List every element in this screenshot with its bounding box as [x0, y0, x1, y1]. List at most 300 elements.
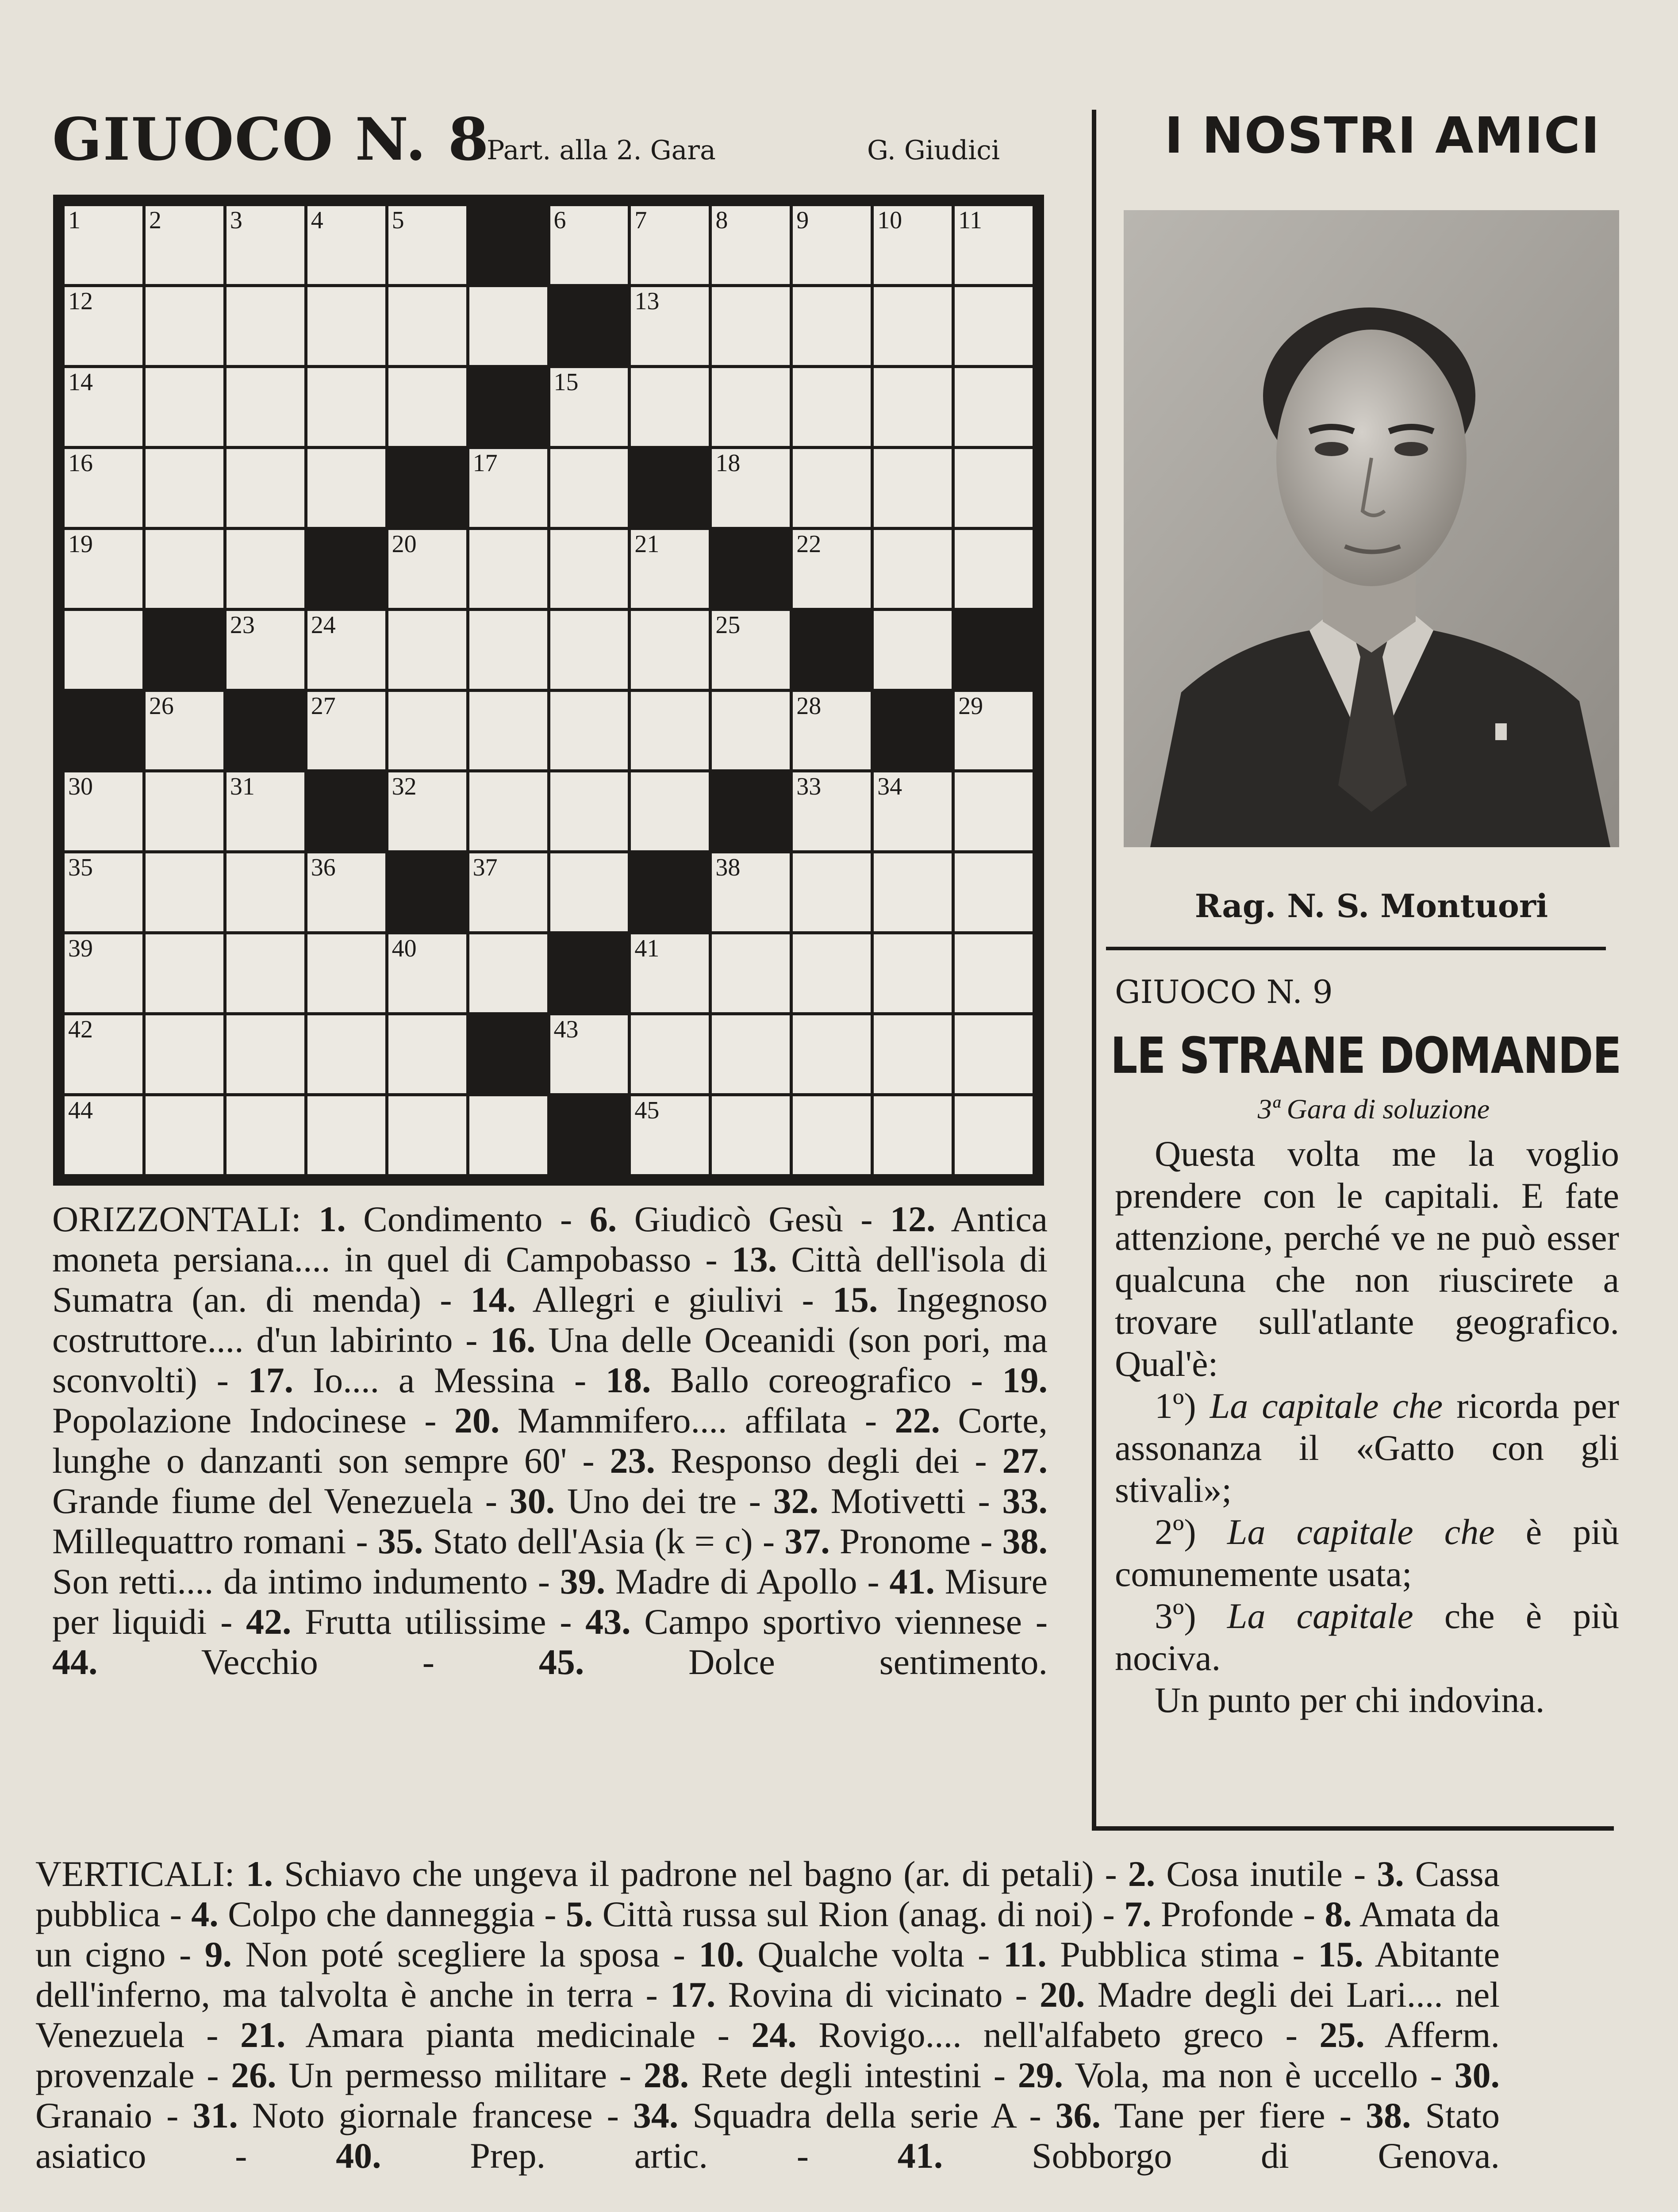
- crossword-cell-number: 44: [68, 1097, 93, 1125]
- crossword-cell[interactable]: [712, 206, 790, 284]
- crossword-cell-number: 43: [553, 1016, 579, 1044]
- clue-number: 12.: [890, 1199, 936, 1239]
- clue-text: Granaio: [35, 2095, 153, 2135]
- crossword-black-cell: [631, 853, 709, 931]
- clue-text: Un permesso militare: [288, 2055, 607, 2095]
- clue-number: 10.: [699, 1934, 744, 1974]
- crossword-cell[interactable]: [550, 1015, 628, 1093]
- clue-text: Vola, ma non è uccello: [1075, 2055, 1418, 2095]
- crossword-cell[interactable]: [874, 1096, 952, 1174]
- crossword-black-cell: [874, 692, 952, 770]
- crossword-cell[interactable]: [955, 1096, 1033, 1174]
- game9-item-3: 3º) La capitale che è più nociva.: [1115, 1596, 1619, 1678]
- portrait-caption: Rag. N. S. Montuori: [1194, 887, 1548, 925]
- clue-number: 41.: [897, 2135, 943, 2176]
- clue-text: Rovigo.... nell'alfabeto greco: [818, 2015, 1264, 2055]
- crossword-cell[interactable]: [307, 368, 385, 446]
- crossword-cell[interactable]: [550, 530, 628, 608]
- crossword-cell[interactable]: [712, 611, 790, 689]
- portrait-photo: [1124, 210, 1619, 847]
- crossword-cell[interactable]: [550, 772, 628, 850]
- crossword-cell[interactable]: [712, 368, 790, 446]
- crossword-cell[interactable]: [712, 853, 790, 931]
- crossword-cell[interactable]: [550, 692, 628, 770]
- crossword-cell[interactable]: [388, 611, 466, 689]
- clue-number: 7.: [1124, 1894, 1152, 1934]
- crossword-cell-number: 22: [796, 530, 822, 558]
- crossword-cell[interactable]: [146, 368, 223, 446]
- crossword-cell[interactable]: [550, 853, 628, 931]
- crossword-cell[interactable]: [146, 449, 223, 527]
- game8-subtitle: Part. alla 2. Gara: [487, 135, 716, 166]
- clue-number: 27.: [1002, 1440, 1048, 1481]
- clue-text: Frutta utilissime: [305, 1601, 546, 1642]
- crossword-cell[interactable]: [793, 449, 871, 527]
- crossword-cell[interactable]: [146, 530, 223, 608]
- crossword-cell[interactable]: [388, 368, 466, 446]
- crossword-cell[interactable]: [712, 287, 790, 365]
- clue-number: 28.: [643, 2055, 689, 2095]
- horizontal-clues: ORIZZONTALI: 1. Condimento - 6. Giudicò Gesù - 12. Antica moneta persiana.... in quel di Campobasso - 13. Città dell'isola di Sumatra (an. di menda) - 14. Allegri e giulivi - 15. Ingegnoso costruttore.... d'un labirinto - 16. Una delle Oceanidi (son pori, ma sconvolti) - 17. Io.... a Messina - 18. Ballo coreografico - 19. Popolazione Indocinese - 20. Mammifero.... affilata - 22. Corte, lunghe o danzanti son sempre 60' - 23. Responso degli dei - 27. Grande fiume del Venezuela - 30. Uno dei tre - 32. Motivetti - 33. Millequattro romani - 35. Stato dell'Asia (k = c) - 37. Pronome - 38. Son retti.... da intimo indumento - 39. Madre di Apollo - 41. Misure per liquidi - 42. Frutta utilissime - 43. Campo sportivo viennese - 44. Vecchio - 45. Dolce sentimento.: [52, 1199, 1048, 1682]
- crossword-cell[interactable]: [146, 206, 223, 284]
- crossword-cell[interactable]: [65, 772, 142, 850]
- clue-number: 8.: [1325, 1894, 1352, 1934]
- clue-number: 36.: [1055, 2095, 1101, 2135]
- crossword-cell[interactable]: [227, 934, 304, 1012]
- crossword-cell[interactable]: [65, 206, 142, 284]
- game8-title: GIUOCO N. 8: [52, 105, 490, 174]
- crossword-cell[interactable]: [793, 772, 871, 850]
- clue-text: Pronome: [839, 1521, 971, 1561]
- clue-text: Son retti.... da intimo indumento: [52, 1561, 528, 1601]
- crossword-cell-number: 29: [958, 692, 983, 720]
- caption-rule: [1106, 947, 1606, 950]
- clue-number: 1.: [246, 1854, 273, 1894]
- crossword-cell-number: 13: [634, 287, 660, 315]
- crossword-cell[interactable]: [550, 449, 628, 527]
- crossword-cell[interactable]: [793, 853, 871, 931]
- clue-text: Stato dell'Asia (k = c): [433, 1521, 753, 1561]
- clue-text: Vecchio: [201, 1642, 318, 1682]
- clue-text: Afferm. provenzale: [35, 2015, 1500, 2095]
- crossword-cell[interactable]: [388, 206, 466, 284]
- crossword-cell-number: 28: [796, 692, 822, 720]
- clue-text: Città russa sul Rion (anag. di noi): [602, 1894, 1094, 1934]
- crossword-cell-number: 10: [877, 207, 902, 234]
- crossword-cell-number: 20: [392, 530, 417, 558]
- crossword-cell-number: 21: [634, 530, 660, 558]
- crossword-cell-number: 26: [149, 692, 174, 720]
- crossword-cell-number: 17: [472, 449, 498, 477]
- clue-text: Misure per liquidi: [52, 1561, 1048, 1642]
- clue-number: 6.: [589, 1199, 617, 1239]
- clue-text: Squadra della serie A: [692, 2095, 1015, 2135]
- clue-number: 26.: [231, 2055, 276, 2095]
- crossword-cell[interactable]: [388, 530, 466, 608]
- crossword-cell[interactable]: [631, 206, 709, 284]
- crossword-cell[interactable]: [227, 772, 304, 850]
- crossword-black-cell: [793, 611, 871, 689]
- crossword-cell-number: 4: [311, 207, 323, 234]
- clue-text: Rovina di vicinato: [728, 1974, 1003, 2015]
- clue-number: 25.: [1319, 2015, 1365, 2055]
- crossword-cell[interactable]: [793, 934, 871, 1012]
- crossword-cell[interactable]: [550, 611, 628, 689]
- crossword-cell[interactable]: [65, 1015, 142, 1093]
- crossword-cell[interactable]: [712, 934, 790, 1012]
- clue-text: Tane per fiere: [1114, 2095, 1325, 2135]
- crossword-cell[interactable]: [227, 1096, 304, 1174]
- crossword-black-cell: [307, 530, 385, 608]
- crossword-black-cell: [388, 853, 466, 931]
- crossword-cell[interactable]: [469, 934, 547, 1012]
- clue-text: Giudicò Gesù: [634, 1199, 843, 1239]
- crossword-cell[interactable]: [469, 1096, 547, 1174]
- crossword-cell-number: 12: [68, 287, 93, 315]
- crossword-cell[interactable]: [874, 206, 952, 284]
- clue-text: Città dell'isola di Sumatra (an. di menda): [52, 1239, 1048, 1320]
- crossword-cell-number: 37: [472, 854, 498, 882]
- clue-text: Prep. artic.: [470, 2135, 708, 2176]
- crossword-cell-number: 39: [68, 935, 93, 963]
- crossword-cell[interactable]: [874, 1015, 952, 1093]
- verticali-label: VERTICALI:: [35, 1854, 235, 1894]
- crossword-cell[interactable]: [227, 853, 304, 931]
- crossword-cell-number: 19: [68, 530, 93, 558]
- clue-text: Mammifero.... affilata: [517, 1400, 847, 1440]
- crossword-cell[interactable]: [227, 287, 304, 365]
- crossword-cell[interactable]: [793, 368, 871, 446]
- crossword-cell[interactable]: [146, 287, 223, 365]
- clue-number: 30.: [1454, 2055, 1500, 2095]
- crossword-cell[interactable]: [65, 449, 142, 527]
- crossword-cell[interactable]: [631, 530, 709, 608]
- crossword-cell[interactable]: [307, 692, 385, 770]
- crossword-black-cell: [712, 530, 790, 608]
- clue-text: Ingegnoso costruttore.... d'un labirinto: [52, 1279, 1048, 1360]
- clue-number: 5.: [565, 1894, 593, 1934]
- crossword-cell[interactable]: [793, 287, 871, 365]
- crossword-cell[interactable]: [307, 287, 385, 365]
- crossword-cell[interactable]: [955, 934, 1033, 1012]
- clue-text: Non poté scegliere la sposa: [245, 1934, 660, 1974]
- crossword-black-cell: [307, 772, 385, 850]
- clue-number: 21.: [240, 2015, 286, 2055]
- clue-number: 15.: [832, 1279, 878, 1320]
- clue-number: 15.: [1318, 1934, 1363, 1974]
- clue-text: Campo sportivo viennese: [644, 1601, 1022, 1642]
- crossword-cell-number: 16: [68, 449, 93, 477]
- clue-number: 4.: [191, 1894, 219, 1934]
- crossword-cell[interactable]: [631, 287, 709, 365]
- game8-author: G. Giudici: [867, 135, 1000, 166]
- clue-number: 17.: [248, 1360, 294, 1400]
- crossword-cell[interactable]: [388, 772, 466, 850]
- clue-text: Qualche volta: [757, 1934, 964, 1974]
- clue-number: 32.: [773, 1481, 819, 1521]
- crossword-cell[interactable]: [65, 530, 142, 608]
- clue-number: 1.: [319, 1199, 346, 1239]
- crossword-cell[interactable]: [307, 1096, 385, 1174]
- clue-number: 29.: [1018, 2055, 1064, 2095]
- crossword-cell[interactable]: [712, 1015, 790, 1093]
- crossword-cell-number: 42: [68, 1016, 93, 1044]
- clue-text: Abitante dell'inferno, ma talvolta è anche in terra: [35, 1934, 1500, 2015]
- crossword-black-cell: [469, 1015, 547, 1093]
- crossword-cell[interactable]: [712, 692, 790, 770]
- clue-text: Sobborgo di Genova.: [1031, 2135, 1500, 2176]
- crossword-cell[interactable]: [874, 853, 952, 931]
- crossword-cell[interactable]: [307, 1015, 385, 1093]
- crossword-cell[interactable]: [469, 692, 547, 770]
- crossword-cell[interactable]: [793, 530, 871, 608]
- crossword-cell[interactable]: [712, 1096, 790, 1174]
- crossword-cell[interactable]: [874, 611, 952, 689]
- crossword-cell[interactable]: [388, 692, 466, 770]
- clue-text: Pubblica stima: [1060, 1934, 1279, 1974]
- crossword-cell[interactable]: [469, 287, 547, 365]
- clue-number: 37.: [784, 1521, 830, 1561]
- clue-number: 38.: [1365, 2095, 1411, 2135]
- crossword-cell-number: 9: [796, 207, 809, 234]
- crossword-cell-number: 34: [877, 773, 902, 801]
- crossword-cell-number: 6: [553, 207, 566, 234]
- crossword-cell[interactable]: [227, 611, 304, 689]
- crossword-cell[interactable]: [388, 934, 466, 1012]
- game9-title: GIUOCO N. 9: [1115, 973, 1333, 1010]
- crossword-cell[interactable]: [631, 1096, 709, 1174]
- clue-text: Stato asiatico: [35, 2095, 1500, 2176]
- crossword-cell[interactable]: [227, 1015, 304, 1093]
- crossword-cell[interactable]: [550, 206, 628, 284]
- crossword-black-cell: [469, 206, 547, 284]
- crossword-cell[interactable]: [955, 853, 1033, 931]
- crossword-cell-number: 15: [553, 368, 579, 396]
- clue-text: Corte, lunghe o danzanti son sempre 60': [52, 1400, 1048, 1481]
- crossword-cell[interactable]: [146, 934, 223, 1012]
- crossword-black-cell: [955, 611, 1033, 689]
- clue-text: Motivetti: [830, 1481, 966, 1521]
- game9-headline: LE STRANE DOMANDE: [1110, 1027, 1621, 1085]
- crossword-cell[interactable]: [65, 934, 142, 1012]
- crossword-cell[interactable]: [146, 853, 223, 931]
- clue-text: Profonde: [1160, 1894, 1294, 1934]
- crossword-cell[interactable]: [227, 368, 304, 446]
- crossword-cell[interactable]: [793, 692, 871, 770]
- crossword-cell[interactable]: [307, 934, 385, 1012]
- clue-text: Condimento: [363, 1199, 543, 1239]
- crossword-cell-number: 35: [68, 854, 93, 882]
- clue-number: 23.: [610, 1440, 656, 1481]
- orizzontali-label: ORIZZONTALI:: [52, 1199, 301, 1239]
- crossword-cell[interactable]: [631, 611, 709, 689]
- crossword-cell-number: 8: [715, 207, 728, 234]
- crossword-cell[interactable]: [955, 206, 1033, 284]
- clue-number: 14.: [470, 1279, 516, 1320]
- crossword-cell[interactable]: [227, 206, 304, 284]
- crossword-cell[interactable]: [955, 287, 1033, 365]
- crossword-cell-number: 27: [311, 692, 336, 720]
- crossword-cell[interactable]: [388, 287, 466, 365]
- clue-number: 3.: [1377, 1854, 1404, 1894]
- clue-number: 41.: [889, 1561, 935, 1601]
- column-divider: [1092, 110, 1096, 1831]
- crossword-cell-number: 7: [634, 207, 647, 234]
- crossword-cell[interactable]: [307, 206, 385, 284]
- clue-text: Schiavo che ungeva il padrone nel bagno (ar. di petali): [284, 1854, 1094, 1894]
- crossword-cell[interactable]: [631, 368, 709, 446]
- clue-number: 20.: [454, 1400, 500, 1440]
- crossword-cell-number: 33: [796, 773, 822, 801]
- clue-text: Popolazione Indocinese: [52, 1400, 407, 1440]
- crossword-cell[interactable]: [955, 368, 1033, 446]
- crossword-cell[interactable]: [146, 772, 223, 850]
- clue-number: 34.: [633, 2095, 679, 2135]
- crossword-cell[interactable]: [65, 368, 142, 446]
- crossword-cell[interactable]: [712, 449, 790, 527]
- crossword-cell[interactable]: [227, 530, 304, 608]
- clue-text: Cosa inutile: [1166, 1854, 1343, 1894]
- crossword-black-cell: [227, 692, 304, 770]
- right-column-bottom-rule: [1092, 1826, 1614, 1831]
- crossword-cell-number: 36: [311, 854, 336, 882]
- crossword-cell[interactable]: [874, 772, 952, 850]
- crossword-cell[interactable]: [307, 611, 385, 689]
- crossword-cell[interactable]: [874, 449, 952, 527]
- clue-text: Io.... a Messina: [312, 1360, 555, 1400]
- clue-text: Allegri e giulivi: [532, 1279, 783, 1320]
- clue-number: 9.: [204, 1934, 232, 1974]
- clue-number: 43.: [585, 1601, 631, 1642]
- clue-number: 2.: [1128, 1854, 1156, 1894]
- crossword-black-cell: [469, 368, 547, 446]
- clue-text: Noto giornale francese: [252, 2095, 593, 2135]
- clue-number: 35.: [377, 1521, 423, 1561]
- crossword-cell[interactable]: [874, 368, 952, 446]
- crossword-cell-number: 25: [715, 611, 741, 639]
- crossword-cell[interactable]: [65, 1096, 142, 1174]
- clue-number: 19.: [1002, 1360, 1048, 1400]
- crossword-cell[interactable]: [146, 692, 223, 770]
- crossword-black-cell: [65, 692, 142, 770]
- clue-text: Dolce sentimento.: [688, 1642, 1048, 1682]
- crossword-cell[interactable]: [146, 1015, 223, 1093]
- clue-number: 40.: [336, 2135, 381, 2176]
- crossword-cell[interactable]: [793, 206, 871, 284]
- crossword-cell-number: 1: [68, 207, 81, 234]
- crossword-cell-number: 24: [311, 611, 336, 639]
- crossword-cell[interactable]: [793, 1015, 871, 1093]
- crossword-cell[interactable]: [469, 611, 547, 689]
- crossword-cell-number: 38: [715, 854, 741, 882]
- clue-number: 39.: [560, 1561, 606, 1601]
- game9-intro: Questa volta me la voglio prendere con le capitali. E fate attenzione, perché ve ne può esser qualcuna che non riuscirete a trovare sull'atlante geografico. Qual'è:: [1115, 1133, 1619, 1384]
- crossword-cell-number: 41: [634, 935, 660, 963]
- crossword-cell[interactable]: [955, 772, 1033, 850]
- crossword-cell[interactable]: [469, 449, 547, 527]
- friends-section-title: I NOSTRI AMICI: [1164, 107, 1601, 165]
- crossword-cell[interactable]: [631, 772, 709, 850]
- clue-text: Uno dei tre: [567, 1481, 737, 1521]
- crossword-cell[interactable]: [65, 611, 142, 689]
- crossword-grid: [53, 195, 1044, 1186]
- crossword-cell[interactable]: [227, 449, 304, 527]
- crossword-cell[interactable]: [307, 853, 385, 931]
- crossword-cell[interactable]: [955, 692, 1033, 770]
- crossword-cell-number: 5: [392, 207, 404, 234]
- crossword-cell[interactable]: [307, 449, 385, 527]
- clue-number: 24.: [751, 2015, 797, 2055]
- crossword-cell-number: 23: [230, 611, 255, 639]
- crossword-cell[interactable]: [388, 1096, 466, 1174]
- clue-text: Madre degli dei Lari.... nel Venezuela: [35, 1974, 1500, 2055]
- vertical-clues: VERTICALI: 1. Schiavo che ungeva il padrone nel bagno (ar. di petali) - 2. Cosa inutile - 3. Cassa pubblica - 4. Colpo che danneggia - 5. Città russa sul Rion (anag. di noi) - 7. Profonde - 8. Amata da un cigno - 9. Non poté scegliere la sposa - 10. Qualche volta - 11. Pubblica stima - 15. Abitante dell'inferno, ma talvolta è anche in terra - 17. Rovina di vicinato - 20. Madre degli dei Lari.... nel Venezuela - 21. Amara pianta medicinale - 24. Rovigo.... nell'alfabeto greco - 25. Afferm. provenzale - 26. Un permesso militare - 28. Rete degli intestini - 29. Vola, ma non è uccello - 30. Granaio - 31. Noto giornale francese - 34. Squadra della serie A - 36. Tane per fiere - 38. Stato asiatico - 40. Prep. artic. - 41. Sobborgo di Genova.: [35, 1854, 1500, 2176]
- crossword-cell[interactable]: [631, 934, 709, 1012]
- clue-number: 38.: [1002, 1521, 1048, 1561]
- clue-text: Rete degli intestini: [701, 2055, 982, 2095]
- clue-number: 31.: [192, 2095, 238, 2135]
- crossword-cell[interactable]: [146, 1096, 223, 1174]
- crossword-cell-number: 11: [958, 207, 982, 234]
- clue-text: Millequattro romani: [52, 1521, 346, 1561]
- portrait-photo-image: [1124, 210, 1619, 847]
- clue-text: Colpo che danneggia: [228, 1894, 535, 1934]
- crossword-black-cell: [388, 449, 466, 527]
- crossword-cell[interactable]: [469, 530, 547, 608]
- clue-number: 33.: [1002, 1481, 1048, 1521]
- crossword-cell[interactable]: [65, 287, 142, 365]
- game9-item-2: 2º) La capitale che è più comunemente usata;: [1115, 1512, 1619, 1594]
- crossword-cell[interactable]: [874, 287, 952, 365]
- crossword-cell-number: 3: [230, 207, 242, 234]
- clue-number: 44.: [52, 1642, 98, 1682]
- crossword-cell[interactable]: [955, 1015, 1033, 1093]
- crossword-black-cell: [712, 772, 790, 850]
- crossword-cell-number: 18: [715, 449, 741, 477]
- crossword-cell[interactable]: [388, 1015, 466, 1093]
- crossword-cell[interactable]: [793, 1096, 871, 1174]
- crossword-cell[interactable]: [874, 530, 952, 608]
- clue-number: 17.: [670, 1974, 716, 2015]
- crossword-cell[interactable]: [874, 934, 952, 1012]
- crossword-black-cell: [146, 611, 223, 689]
- crossword-black-cell: [550, 1096, 628, 1174]
- game9-item-1: 1º) La capitale che ricorda per assonanza il «Gatto con gli stivali»;: [1115, 1386, 1619, 1510]
- crossword-cell[interactable]: [955, 530, 1033, 608]
- crossword-cell[interactable]: [469, 772, 547, 850]
- crossword-cell-number: 40: [392, 935, 417, 963]
- crossword-black-cell: [550, 287, 628, 365]
- clue-number: 13.: [731, 1239, 777, 1279]
- crossword-cell[interactable]: [631, 1015, 709, 1093]
- clue-text: Antica moneta persiana.... in quel di Campobasso: [52, 1199, 1048, 1279]
- game9-body: [1115, 1133, 1619, 1721]
- crossword-cell[interactable]: [550, 368, 628, 446]
- clue-text: Madre di Apollo: [615, 1561, 857, 1601]
- clue-number: 45.: [538, 1642, 584, 1682]
- crossword-cell-number: 30: [68, 773, 93, 801]
- crossword-cell[interactable]: [631, 692, 709, 770]
- crossword-black-cell: [631, 449, 709, 527]
- clue-text: Amata da un cigno: [35, 1894, 1500, 1974]
- crossword-cell[interactable]: [955, 449, 1033, 527]
- crossword-cell-number: 31: [230, 773, 255, 801]
- clue-text: Responso degli dei: [670, 1440, 960, 1481]
- crossword-cell[interactable]: [65, 853, 142, 931]
- crossword-cell[interactable]: [469, 853, 547, 931]
- clue-number: 20.: [1040, 1974, 1085, 2015]
- crossword-cell-number: 2: [149, 207, 161, 234]
